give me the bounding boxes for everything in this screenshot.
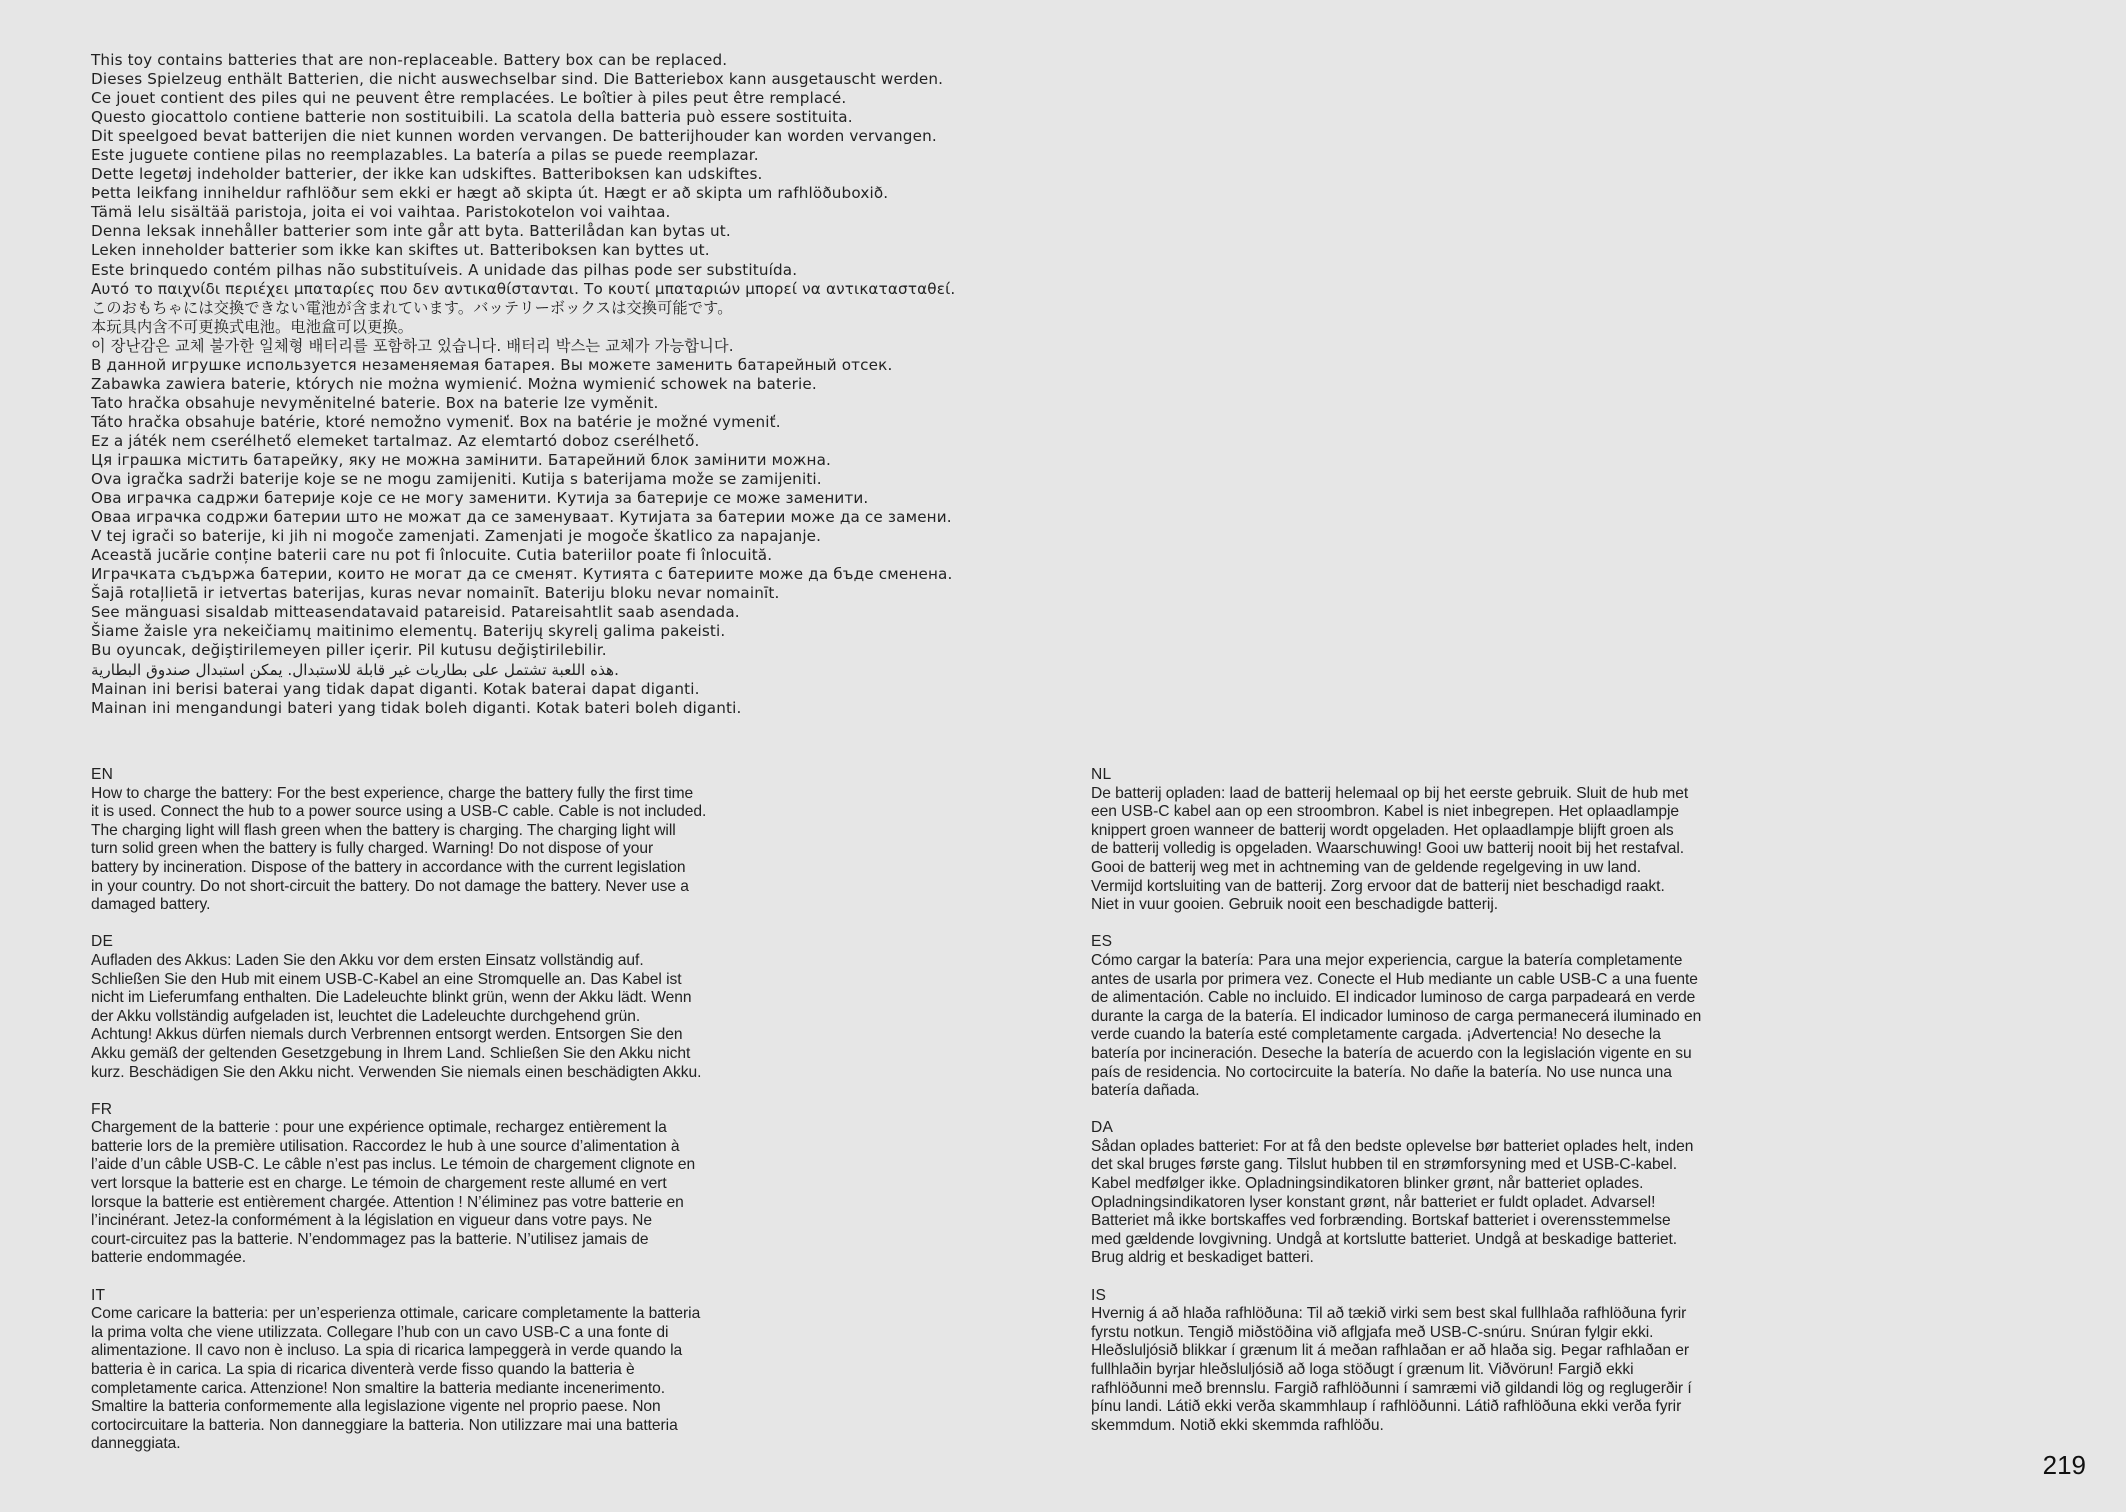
section-body-line: antes de usarla por primera vez. Conecte el Hub mediante un cable USB-C a una fuente [1091,970,1698,988]
section-body-line: der Akku vollständig aufgeladen ist, leuchtet die Ladeleuchte durchgehend grün. [91,1007,641,1025]
battery-notice-line: Este brinquedo contém pilhas não substituíveis. A unidade das pilhas pode ser substituída. [91,260,798,279]
section-language-code: DE [91,933,114,951]
section-body-line: Schließen Sie den Hub mit einem USB-C-Kabel an eine Stromquelle an. Das Kabel ist [91,970,682,988]
battery-notice-line: このおもちゃには交換できない電池が含まれています。バッテリーボックスは交換可能です。 [91,298,733,317]
charging-instructions-left-column [91,766,756,1473]
section-body-line: The charging light will flash green when the battery is charging. The charging light will [91,821,676,839]
battery-notice-line: Ez a játék nem cserélhető elemeket tartalmaz. Az elemtartó doboz cserélhető. [91,431,700,450]
battery-notice-line: Играчката съдържа батерии, които не могат да се сменят. Кутията с батериите може да бъде сменена. [91,565,953,584]
section-body-line: kurz. Beschädigen Sie den Akku nicht. Verwenden Sie niemals einen beschädigten Akku. [91,1063,702,1081]
section-body-line: þínu landi. Látið ekki verða skammhlaup í rafhlöðunni. Látið rafhlöðuna ekki verða fyrir [1091,1398,1682,1416]
battery-notice-line: 이 장난감은 교체 불가한 일체형 배터리를 포함하고 있습니다. 배터리 박스는 교체가 가능합니다. [91,336,734,355]
section-body-line: battery by incineration. Dispose of the battery in accordance with the current legislation [91,858,686,876]
section-body [1091,1138,1756,1268]
section-fr [91,1101,756,1268]
charging-instructions-right-column [1091,766,1756,1454]
section-body-line: damaged battery. [91,896,211,914]
section-body-line: Come caricare la batteria: per un’esperienza ottimale, caricare completamente la batteria [91,1305,701,1323]
section-body [1091,952,1756,1101]
section-body-line: De batterij opladen: laad de batterij helemaal op bij het eerste gebruik. Sluit de hub met [1091,784,1689,802]
battery-notice-line: Ova igračka sadrži baterije koje se ne mogu zamijeniti. Kutija s baterijama može se zamijeniti. [91,470,822,489]
section-body-line: Batteriet må ikke bortskaffes ved forbrænding. Bortskaf batteriet i overensstemmelse [1091,1212,1671,1230]
battery-notice-line: Dit speelgoed bevat batterijen die niet kunnen worden vervangen. De batterijhouder kan worden vervangen. [91,127,937,146]
section-body-line: durante la carga de la batería. El indicador luminoso de carga permanecerá iluminado en [1091,1007,1702,1025]
battery-notice-line: Questo giocattolo contiene batterie non sostituibili. La scatola della batteria può essere sostituita. [91,108,853,127]
section-body-line: fyrstu notkun. Tengið miðstöðina við aflgjafa með USB-C-snúru. Snúran fylgir ekki. [1091,1323,1654,1341]
section-language-code: FR [91,1100,113,1118]
battery-notice-line: Denna leksak innehåller batterier som inte går att byta. Batterilådan kan bytas ut. [91,222,731,241]
section-body-line: knippert groen wanneer de batterij wordt opgeladen. Het oplaadlampje blijft groen als [1091,821,1674,839]
section-body-line: Opladningsindikatoren lyser konstant grønt, når batteriet er fuldt opladet. Advarsel! [1091,1193,1656,1211]
section-body-line: batteria è in carica. La spia di ricarica diventerà verde fisso quando la batteria è [91,1361,635,1378]
battery-notice-line: Dieses Spielzeug enthält Batterien, die nicht auswechselbar sind. Die Batteriebox kann ausgetauscht werden. [91,70,944,89]
battery-notice-line: В данной игрушке используется незаменяемая батарея. Вы можете заменить батарейный отсек. [91,355,893,374]
battery-notice-line: Zabawka zawiera baterie, których nie można wymienić. Można wymienić schowek na baterie. [91,374,817,393]
section-body-line: Niet in vuur gooien. Gebruik nooit een beschadigde batterij. [1091,896,1499,914]
section-body-line: Cómo cargar la batería: Para una mejor experiencia, cargue la batería completamente [1091,951,1683,969]
section-body-line: Chargement de la batterie : pour une expérience optimale, rechargez entièrement la [91,1119,667,1137]
section-body-line: verde cuando la batería esté completamente cargada. ¡Advertencia! No deseche la [1091,1026,1661,1044]
section-da [1091,1119,1756,1268]
section-language-code: EN [91,766,114,783]
section-body [91,952,756,1082]
section-language-code: NL [1091,766,1112,783]
section-body-line: Achtung! Akkus dürfen niemals durch Verbrennen entsorgt werden. Entsorgen Sie den [91,1026,683,1044]
section-body-line: l’aide d’un câble USB-C. Le câble n’est pas inclus. Le témoin de chargement clignote en [91,1156,696,1174]
section-body-line: vert lorsque la batterie est en charge. Le témoin de chargement reste allumé en vert [91,1175,667,1193]
section-body-line: la prima volta che viene utilizzata. Collegare l’hub con un cavo USB-C a una fonte di [91,1323,669,1341]
battery-notice-line: Leken inneholder batterier som ikke kan skiftes ut. Batteriboksen kan byttes ut. [91,241,710,260]
battery-notice-line: Ова играчка садржи батерије које се не могу заменити. Кутија за батерије се може заменити. [91,489,869,508]
battery-notice-line: 本玩具内含不可更换式电池。电池盒可以更换。 [91,317,414,336]
section-body-line: een USB-C kabel aan op een stroombron. Kabel is niet inbegrepen. Het oplaadlampje [1091,803,1680,821]
section-body-line: batterie endommagée. [91,1249,247,1267]
section-body-line: Brug aldrig et beskadiget batteri. [1091,1249,1314,1267]
section-body-line: turn solid green when the battery is fully charged. Warning! Do not dispose of your [91,840,654,858]
section-nl [1091,766,1756,915]
section-language-code: IS [1091,1286,1107,1304]
battery-notice-line: Bu oyuncak, değiştirilemeyen piller içerir. Pil kutusu değiştirilebilir. [91,641,607,660]
section-body-line: nicht im Lieferumfang enthalten. Die Ladeleuchte blinkt grün, wenn der Akku lädt. Wenn [91,989,692,1007]
battery-notice-line: Această jucărie conține baterii care nu pot fi înlocuite. Cutia bateriilor poate fi înlocuită. [91,546,773,565]
section-body-line: How to charge the battery: For the best experience, charge the battery fully the first time [91,784,694,802]
section-body-line: rafhlöðunni með brennslu. Fargið rafhlöðunni í samræmi við gildandi lög og reglugerðir í [1091,1379,1692,1397]
section-body-line: Hvernig á að hlaða rafhlöðuna: Til að tækið virki sem best skal fullhlaða rafhlöðuna fyrir [1091,1305,1687,1323]
battery-notice-line: Šajā rotaļlietā ir ietvertas baterijas, kuras nevar nomainīt. Bateriju bloku nevar nomainīt. [91,584,780,603]
section-body-line: med gældende lovgivning. Undgå at kortslutte batteriet. Undgå at beskadige batteriet. [1091,1230,1678,1248]
section-body-line: Akku gemäß der geltenden Gesetzgebung in Ihrem Land. Schließen Sie den Akku nicht [91,1044,691,1062]
battery-notice-line: Táto hračka obsahuje batérie, ktoré nemožno vymeniť. Box na batérie je možné vymeniť. [91,412,781,431]
battery-notice-line: Šiame žaisle yra nekeičiamų maitinimo elementų. Baterijų skyrelį galima pakeisti. [91,622,726,641]
section-body-line: Sådan oplades batteriet: For at få den bedste oplevelse bør batteriet oplades helt, inden [1091,1137,1694,1155]
section-en [91,766,756,915]
section-body-line: det skal bruges første gang. Tilslut hubben til en strømforsyning med et USB-C-kabel. [1091,1156,1677,1174]
battery-notice-line: This toy contains batteries that are non-replaceable. Battery box can be replaced. [91,51,728,69]
section-body-line: it is used. Connect the hub to a power source using a USB-C cable. Cable is not included. [91,803,707,821]
section-language-code: IT [91,1286,106,1304]
section-body [91,785,756,915]
section-de [91,933,756,1082]
section-body-line: Aufladen des Akkus: Laden Sie den Akku vor dem ersten Einsatz vollständig auf. [91,951,644,969]
section-body-line: l’incinérant. Jetez-la conformément à la législation en vigueur dans votre pays. Ne [91,1212,652,1230]
section-body-line: batería por incineración. Deseche la batería de acuerdo con la legislación vigente en su [1091,1044,1692,1062]
section-body [91,1119,756,1268]
battery-notice-line: V tej igrači so baterije, ki jih ni mogoče zamenjati. Zamenjati je mogoče škatlico za napajanje. [91,527,822,546]
battery-notice-line: Ce jouet contient des piles qui ne peuvent être remplacées. Le boîtier à piles peut être remplacé. [91,89,847,108]
section-body [91,1305,756,1454]
battery-notice-line: Mainan ini mengandungi bateri yang tidak boleh diganti. Kotak bateri boleh diganti. [91,698,742,717]
battery-notice-line: Αυτό το παιχνίδι περιέχει μπαταρίες που δεν αντικαθίστανται. Το κουτί μπαταριών μπορεί να αντικατασταθεί. [91,279,956,298]
section-body-line: danneggiata. [91,1435,181,1453]
page-number: 219 [2042,1450,2086,1480]
section-body [1091,1305,1756,1435]
section-body-line: cortocircuitare la batteria. Non danneggiare la batteria. Non utilizzare mai una batteria [91,1416,678,1434]
section-body-line: fullhlaðin byrjar hleðsluljósið að loga stöðugt í grænum lit. Viðvörun! Fargið ekki [1091,1361,1634,1378]
battery-notice-line: See mänguasi sisaldab mitteasendatavaid patareisid. Patareisahtlit saab asendada. [91,603,740,622]
section-body-line: batería dañada. [1091,1082,1200,1100]
battery-notice-line: Þetta leikfang inniheldur rafhlöður sem ekki er hægt að skipta út. Hægt er að skipta um rafhlöðuboxið. [91,184,889,203]
section-language-code: ES [1091,933,1113,951]
battery-notice-line: Mainan ini berisi baterai yang tidak dapat diganti. Kotak baterai dapat diganti. [91,679,700,698]
battery-notice-line: هذه اللعبة تشتمل على بطاريات غير قابلة للاستبدال. يمكن استبدال صندوق البطارية. [91,660,619,679]
section-body-line: país de residencia. No cortocircuite la batería. No dañe la batería. No use nunca una [1091,1063,1672,1081]
battery-notice-line: Оваа играчка содржи батерии што не можат да се заменуваат. Кутијата за батерии може да се замени. [91,508,952,527]
battery-notice-list [91,51,1191,718]
section-body-line: Smaltire la batteria conformemente alla legislazione vigente nel proprio paese. Non [91,1398,661,1416]
section-es [1091,933,1756,1100]
section-body-line: in your country. Do not short-circuit the battery. Do not damage the battery. Never use a [91,877,689,895]
battery-notice-line: Dette legetøj indeholder batterier, der ikke kan udskiftes. Batteriboksen kan udskiftes. [91,165,763,184]
section-body-line: alimentazione. Il cavo non è incluso. La spia di ricarica lampeggerà in verde quando la [91,1342,683,1360]
battery-notice-line: Tämä lelu sisältää paristoja, joita ei voi vaihtaa. Paristokotelon voi vaihtaa. [91,203,671,222]
section-it [91,1287,756,1454]
section-body-line: skemmdum. Notið ekki skemmda rafhlöðu. [1091,1416,1384,1434]
section-body-line: batterie lors de la première utilisation. Raccordez le hub à une source d’alimentation à [91,1137,680,1155]
section-body-line: court-circuitez pas la batterie. N’endommagez pas la batterie. N’utilisez jamais de [91,1230,649,1248]
section-body-line: Gooi de batterij weg met in achtneming van de geldende regelgeving in uw land. [1091,858,1642,876]
section-is [1091,1287,1756,1436]
section-body-line: lorsque la batterie est entièrement chargée. Attention ! N’éliminez pas votre batterie en [91,1193,684,1211]
section-body-line: de batterij volledig is opgeladen. Waarschuwing! Gooi uw batterij nooit bij het restafval. [1091,840,1685,858]
battery-notice-line: Este juguete contiene pilas no reemplazables. La batería a pilas se puede reemplazar. [91,146,759,165]
section-language-code: DA [1091,1119,1114,1137]
section-body-line: Hleðsluljósið blikkar í grænum lit á meðan rafhlaðan er að hlaða sig. Þegar rafhlaðan er [1091,1342,1690,1360]
section-body-line: Kabel medfølger ikke. Opladningsindikatoren blinker grønt, når batteriet oplades. [1091,1175,1644,1193]
section-body [1091,785,1756,915]
battery-notice-line: Ця іграшка містить батарейку, яку не можна замінити. Батарейний блок замінити можна. [91,450,832,469]
battery-notice-line: Tato hračka obsahuje nevyměnitelné baterie. Box na baterie lze vyměnit. [91,393,659,412]
section-body-line: completamente carica. Attenzione! Non smaltire la batteria mediante incenerimento. [91,1379,666,1397]
section-body-line: Vermijd kortsluiting van de batterij. Zorg ervoor dat de batterij niet beschadigd raakt. [1091,877,1665,895]
section-body-line: de alimentación. Cable no incluido. El indicador luminoso de carga parpadeará en verde [1091,989,1696,1007]
